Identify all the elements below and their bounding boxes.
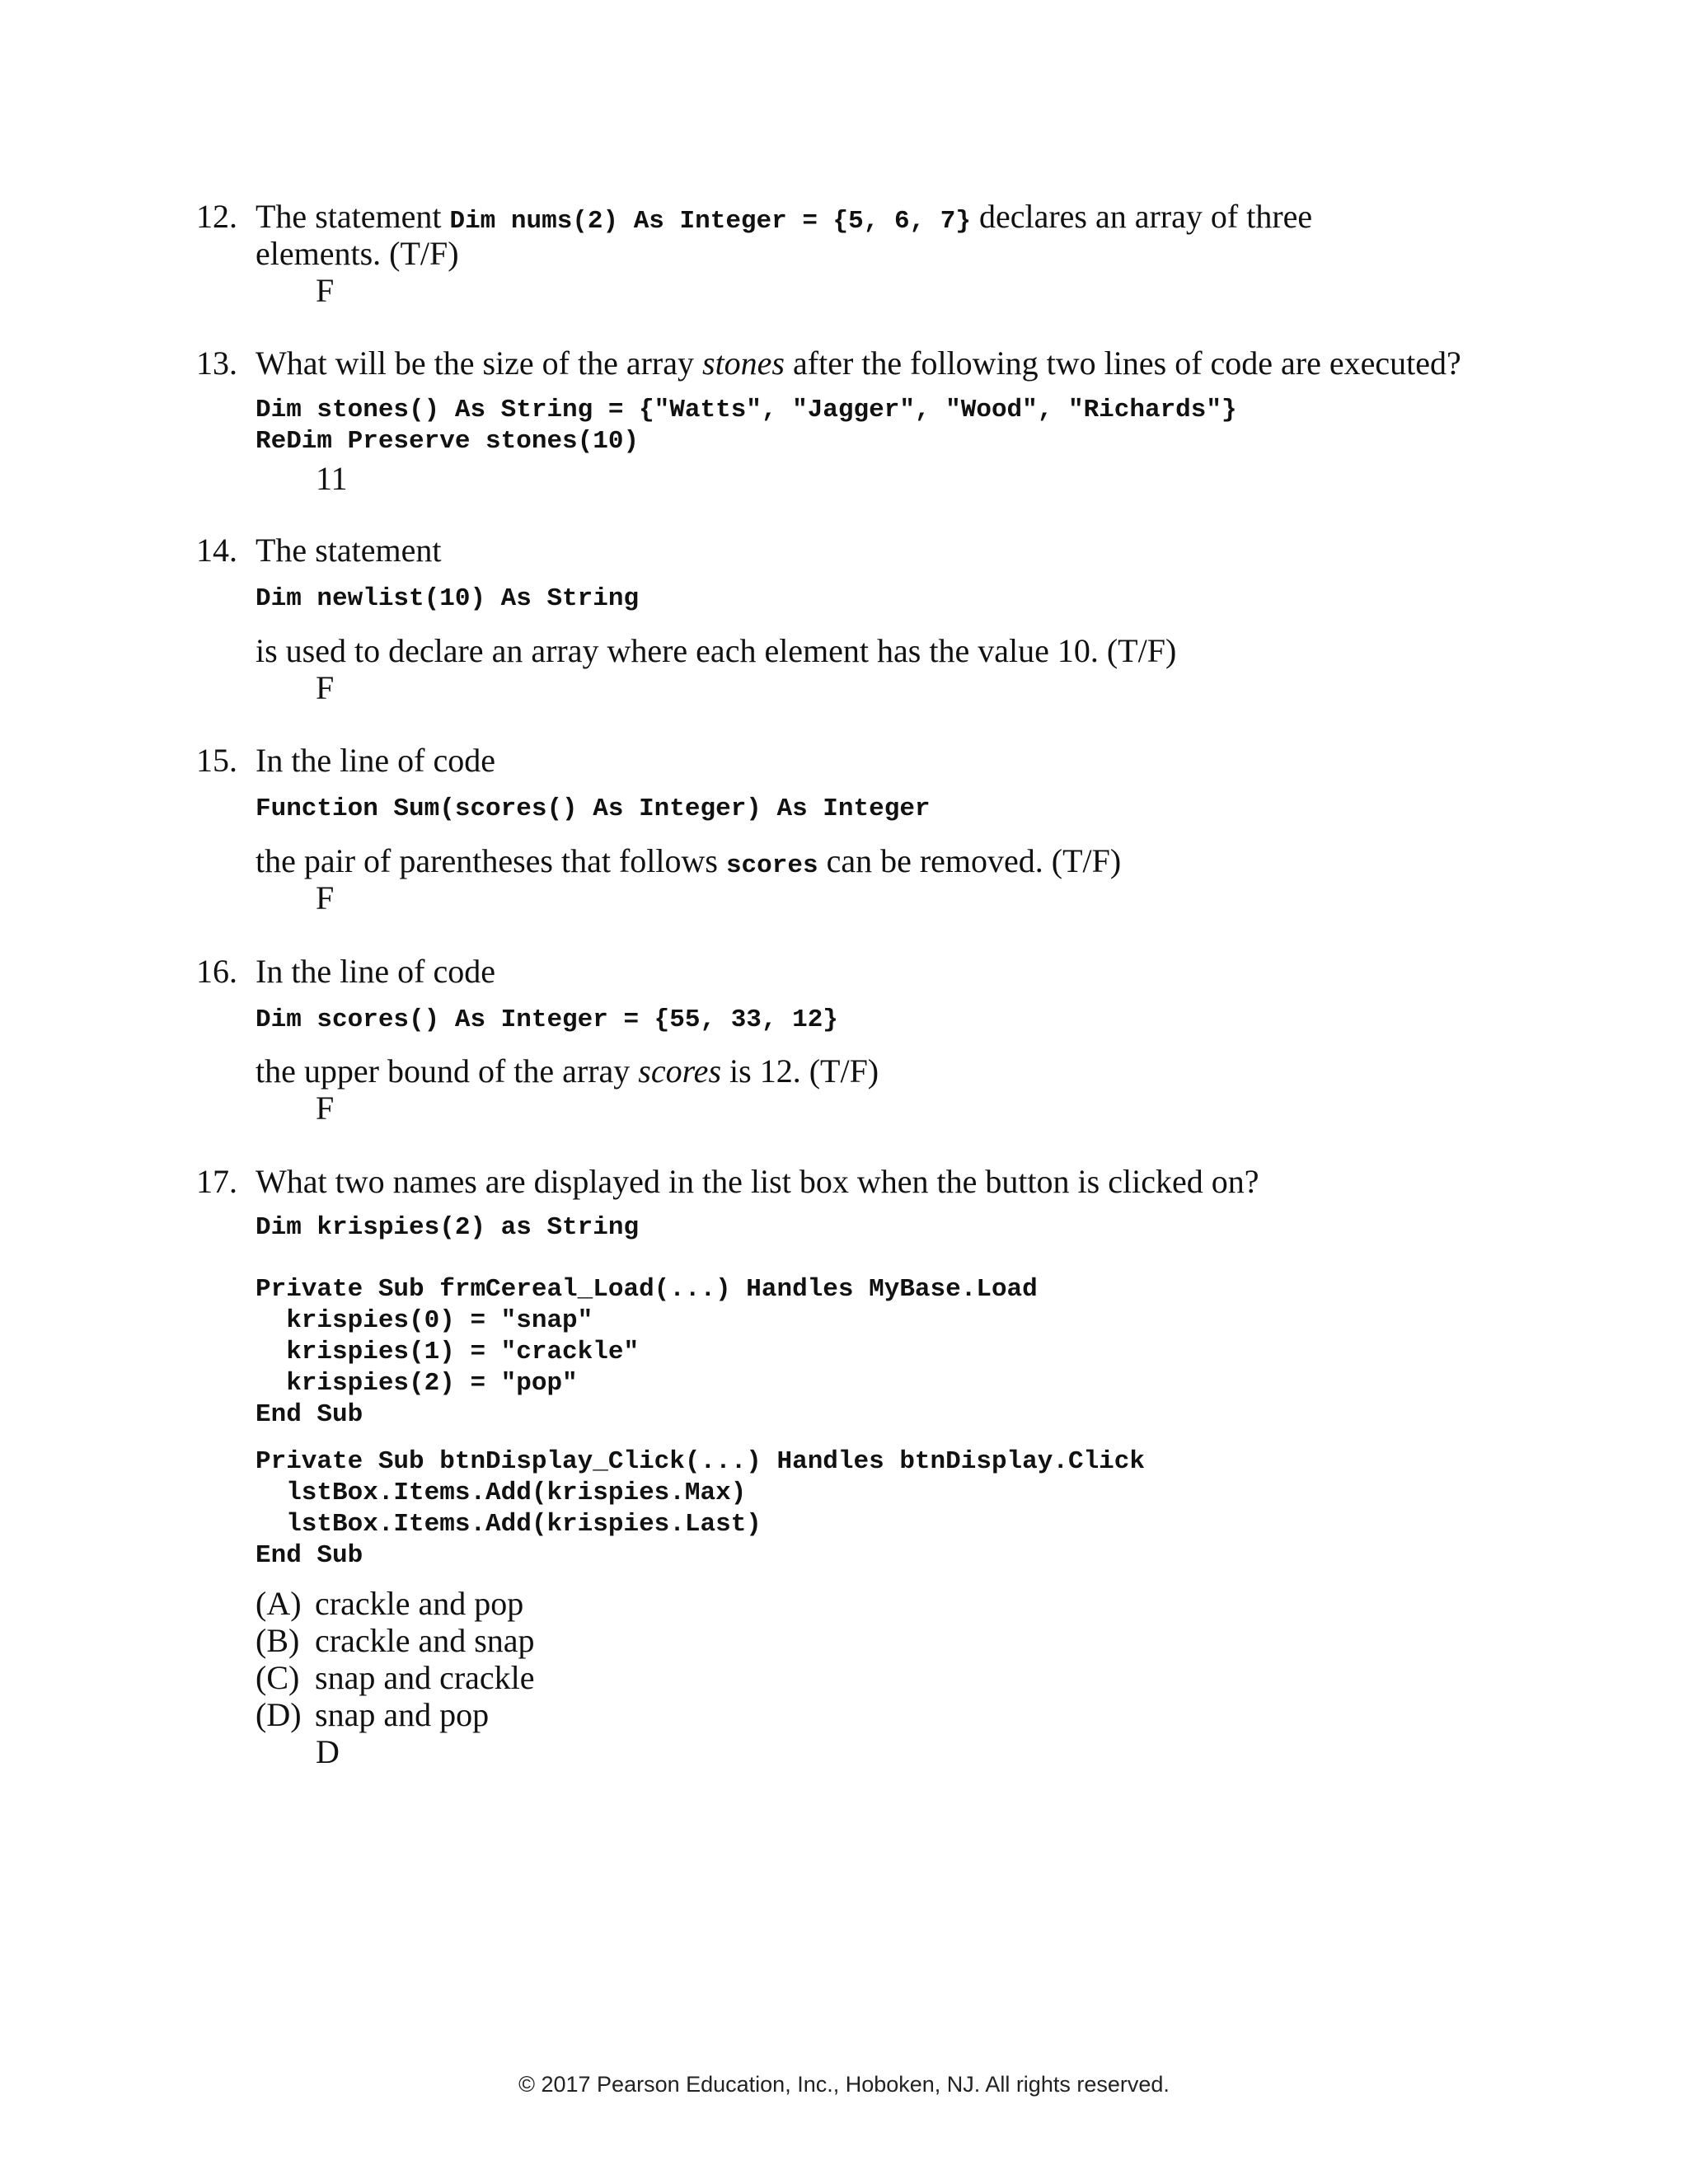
answer: F: [316, 669, 335, 706]
inline-code: scores: [725, 851, 818, 880]
question-number: 12.: [196, 198, 237, 235]
code-line: End Sub: [256, 1400, 363, 1429]
option-b: [256, 1622, 535, 1660]
code-line: lstBox.Items.Add(krispies.Max): [256, 1479, 747, 1507]
code-line: Dim scores() As Integer = {55, 33, 12}: [256, 1005, 838, 1034]
text-segment: What will be the size of the array: [256, 344, 702, 382]
question-text-after: is used to declare an array where each element has the value 10. (T/F): [256, 632, 1177, 669]
option-label: (C): [256, 1659, 300, 1696]
question-text: In the line of code: [256, 742, 495, 779]
answer: 11: [316, 460, 348, 497]
question-number: 15.: [196, 742, 237, 779]
question-text: [256, 344, 1461, 382]
text-segment: the pair of parentheses that follows: [256, 842, 726, 879]
text-segment: the upper bound of the array: [256, 1052, 639, 1090]
code-line: Dim krispies(2) as String: [256, 1213, 640, 1242]
answer: F: [316, 879, 335, 916]
option-d: [256, 1696, 489, 1734]
text-segment: The statement: [256, 198, 450, 235]
option-label: (A): [256, 1585, 302, 1622]
option-text: crackle and snap: [315, 1622, 535, 1659]
text-segment: can be removed. (T/F): [818, 842, 1122, 879]
code-line: Function Sum(scores() As Integer) As Integer: [256, 794, 931, 823]
copyright-footer: © 2017 Pearson Education, Inc., Hoboken, NJ. All rights reserved.: [518, 2072, 1170, 2097]
code-line: Private Sub btnDisplay_Click(...) Handles btnDisplay.Click: [256, 1447, 1145, 1476]
option-label: (B): [256, 1622, 300, 1659]
question-text: The statement: [256, 532, 442, 569]
answer: D: [316, 1733, 340, 1770]
text-segment: after the following two lines of code are executed?: [785, 344, 1461, 382]
option-text: snap and crackle: [315, 1659, 535, 1696]
italic-text: stones: [702, 344, 785, 382]
code-line: krispies(1) = "crackle": [256, 1338, 640, 1366]
option-a: [256, 1585, 523, 1623]
question-number: 14.: [196, 532, 237, 569]
option-text: snap and pop: [315, 1696, 490, 1733]
option-label: (D): [256, 1696, 302, 1733]
code-line: ReDim Preserve stones(10): [256, 427, 640, 456]
answer: F: [316, 1090, 335, 1127]
question-text: What two names are displayed in the list box when the button is clicked on?: [256, 1163, 1259, 1200]
italic-text: scores: [638, 1052, 722, 1090]
code-line: Dim stones() As String = {"Watts", "Jagger", "Wood", "Richards"}: [256, 396, 1237, 424]
question-number: 16.: [196, 953, 237, 990]
answer: F: [316, 272, 335, 309]
question-text-after: [256, 1052, 879, 1090]
option-c: [256, 1659, 535, 1697]
question-number: 13.: [196, 344, 237, 382]
code-line: Private Sub frmCereal_Load(...) Handles MyBase.Load: [256, 1275, 1038, 1304]
question-text: In the line of code: [256, 953, 495, 990]
code-line: lstBox.Items.Add(krispies.Last): [256, 1510, 762, 1539]
code-line: krispies(0) = "snap": [256, 1306, 593, 1335]
option-text: crackle and pop: [315, 1585, 524, 1622]
code-line: Dim newlist(10) As String: [256, 584, 640, 613]
code-line: krispies(2) = "pop": [256, 1369, 578, 1398]
code-line: End Sub: [256, 1541, 363, 1570]
text-segment: is 12. (T/F): [721, 1052, 879, 1090]
question-text-line2: elements. (T/F): [256, 235, 459, 272]
inline-code: Dim nums(2) As Integer = {5, 6, 7}: [449, 207, 971, 236]
question-text-after: [256, 842, 1121, 885]
text-segment: declares an array of three: [970, 198, 1313, 235]
question-number: 17.: [196, 1163, 237, 1200]
